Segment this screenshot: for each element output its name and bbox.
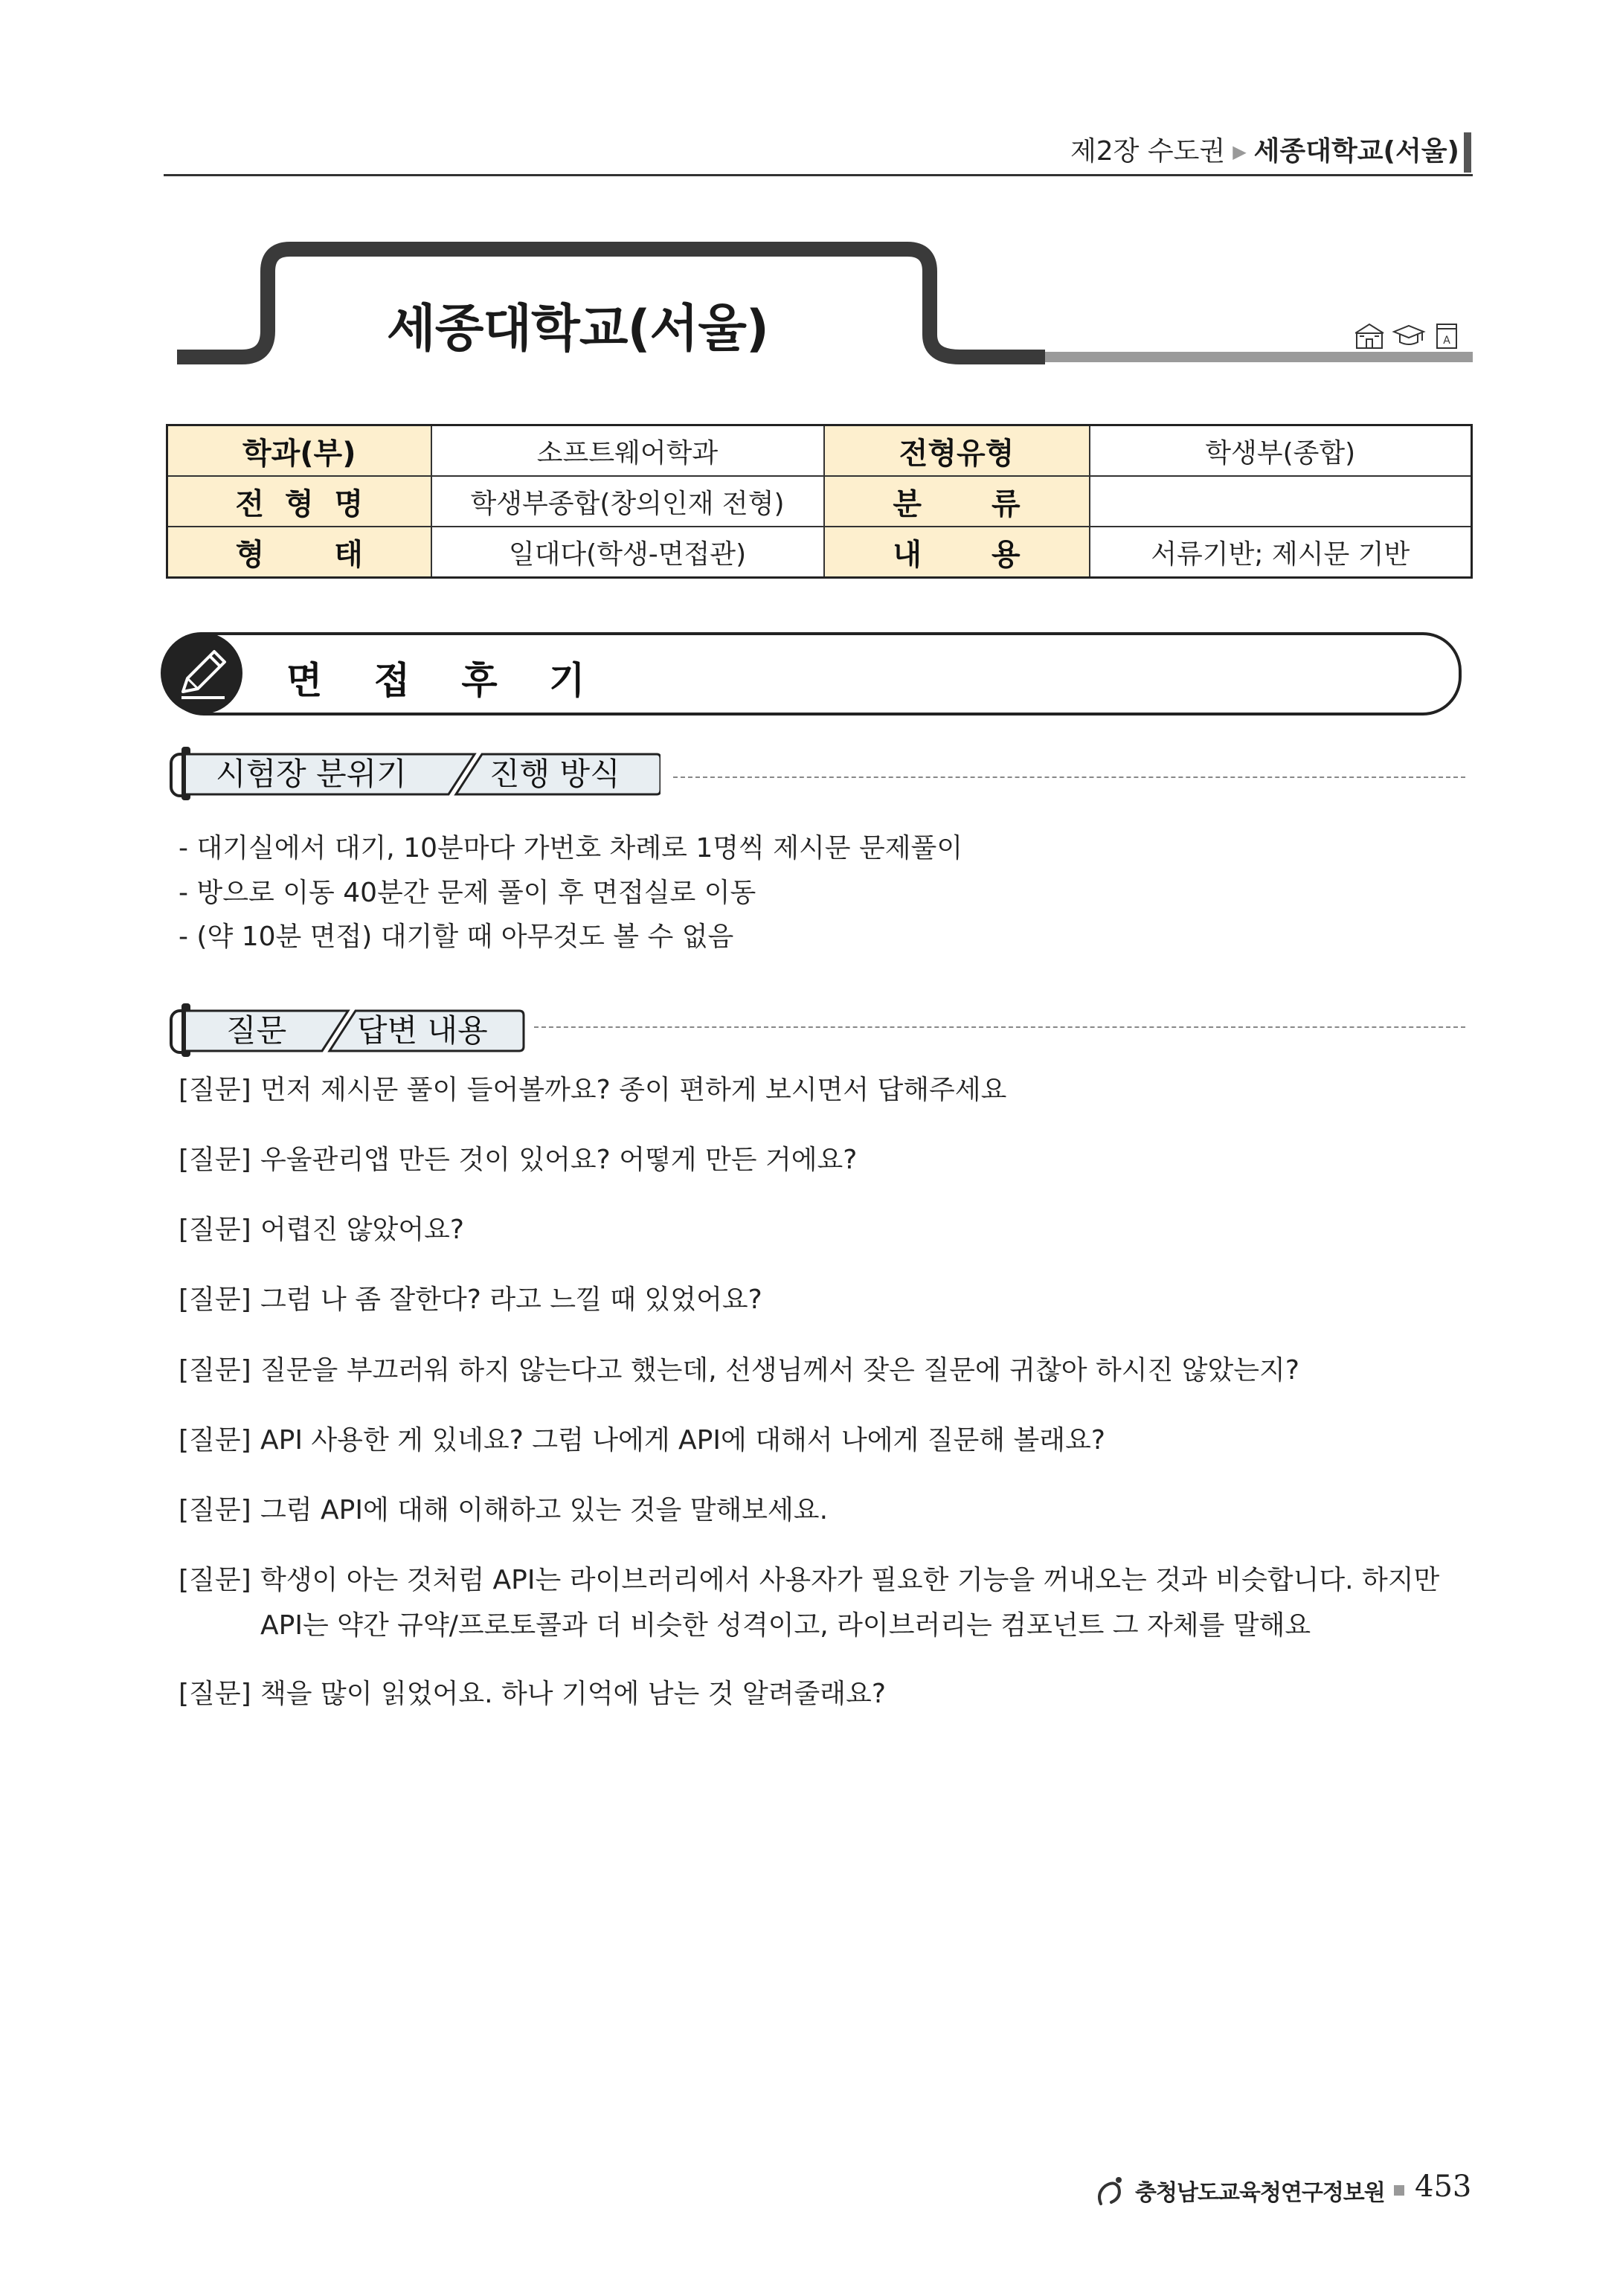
- school-building-icon: [1355, 324, 1383, 348]
- question-tag: [질문]: [179, 1679, 251, 1709]
- info-table: [166, 424, 1473, 579]
- page-title: 세종대학교(서울): [387, 300, 768, 358]
- document-a-icon: [1437, 324, 1456, 348]
- table-header-cell: 분 류: [824, 476, 1090, 527]
- question-text: 학생이 아는 것처럼 API는 라이브러리에서 사용자가 필요한 기능을 꺼내오는 것과 비슷합니다. 하지만: [260, 1565, 1440, 1595]
- pencil-badge: [161, 632, 242, 714]
- question-continuation: API는 약간 규약/프로토콜과 더 비슷한 성격이고, 라이브러리는 컴포넌트 그 자체를 말해요: [260, 1610, 1311, 1641]
- list-item: - (약 10분 면접) 대기할 때 아무것도 볼 수 없음: [179, 922, 734, 952]
- question-item: [179, 1137, 1488, 1183]
- section-divider: [673, 776, 1465, 778]
- question-tag: [질문]: [179, 1145, 251, 1175]
- question-item: [179, 1418, 1488, 1464]
- header-side-bar: [1464, 132, 1471, 173]
- table-cell: 소프트웨어학과: [431, 425, 824, 477]
- table-header-cell: 학과(부): [167, 425, 431, 477]
- title-frame: [171, 238, 1480, 372]
- question-text: 우울관리앱 만든 것이 있어요? 어떻게 만든 거에요?: [260, 1145, 858, 1175]
- question-tag: [질문]: [179, 1215, 251, 1245]
- question-tag: [질문]: [179, 1284, 251, 1315]
- footer-separator: [1394, 2185, 1404, 2196]
- section-divider: [534, 1026, 1465, 1028]
- question-text: 그럼 나 좀 잘한다? 라고 느낄 때 있었어요?: [260, 1284, 762, 1315]
- tab-label-question: 질문: [226, 1012, 287, 1049]
- table-row: [167, 425, 1472, 477]
- graduation-cap-icon: [1394, 326, 1424, 344]
- tab-label-atmosphere: 시험장 분위기: [216, 756, 407, 792]
- question-tag: [질문]: [179, 1495, 251, 1525]
- tab-label-process: 진행 방식: [489, 756, 620, 792]
- question-tag: [질문]: [179, 1425, 251, 1456]
- table-cell: 학생부종합(창의인재 전형): [431, 476, 824, 527]
- table-cell: 학생부(종합): [1090, 425, 1472, 477]
- table-header-cell: 전형유형: [824, 425, 1090, 477]
- page-number: 453: [1415, 2170, 1472, 2204]
- question-item: [179, 1557, 1488, 1604]
- section-tab-questions: [170, 1000, 527, 1057]
- table-header-cell: 전 형 명: [167, 476, 431, 527]
- list-item: - 방으로 이동 40분간 문제 풀이 후 면접실로 이동: [179, 878, 756, 908]
- table-header-cell: 형 태: [167, 527, 431, 578]
- question-item: [179, 1671, 1488, 1717]
- question-tag: [질문]: [179, 1075, 251, 1105]
- table-cell: 일대다(학생-면접관): [431, 527, 824, 578]
- question-item: [179, 1067, 1488, 1113]
- running-header: [164, 132, 1473, 176]
- header-school-label: 세종대학교(서울): [1253, 136, 1459, 167]
- question-tag: [질문]: [179, 1565, 251, 1595]
- question-tag: [질문]: [179, 1355, 251, 1386]
- question-text: 어렵진 않았어요?: [260, 1215, 464, 1245]
- tab-label-answer: 답변 내용: [357, 1012, 488, 1049]
- review-heading: 면 접 후 기: [286, 659, 605, 702]
- title-icons: [1355, 320, 1467, 351]
- table-row: [167, 476, 1472, 527]
- institute-logo-icon: [1093, 2173, 1131, 2210]
- triangle-arrow-icon: ▶: [1232, 141, 1247, 162]
- table-cell: 서류기반; 제시문 기반: [1090, 527, 1472, 578]
- question-item: [179, 1488, 1488, 1534]
- table-header-cell: 내 용: [824, 527, 1090, 578]
- question-text: 책을 많이 읽었어요. 하나 기억에 남는 것 알려줄래요?: [260, 1679, 886, 1709]
- footer-org-name: 충청남도교육청연구정보원: [1135, 2180, 1385, 2206]
- question-text: 먼저 제시문 풀이 들어볼까요? 종이 편하게 보시면서 답해주세요: [260, 1075, 1007, 1105]
- question-item: [179, 1207, 1488, 1253]
- table-row: [167, 527, 1472, 578]
- svg-text:A: A: [1443, 335, 1450, 347]
- question-item: [179, 1277, 1488, 1323]
- section-tab-atmosphere: [170, 744, 661, 800]
- question-text: API 사용한 게 있네요? 그럼 나에게 API에 대해서 나에게 질문해 볼래요?: [260, 1425, 1105, 1456]
- pencil-icon: [161, 632, 242, 714]
- table-cell: [1090, 476, 1472, 527]
- question-text: 그럼 API에 대해 이해하고 있는 것을 말해보세요.: [260, 1495, 829, 1525]
- question-item: [179, 1348, 1488, 1394]
- list-item: - 대기실에서 대기, 10분마다 가번호 차례로 1명씩 제시문 문제풀이: [179, 833, 963, 864]
- question-text: 질문을 부끄러워 하지 않는다고 했는데, 선생님께서 잦은 질문에 귀찮아 하시진 않았는지?: [260, 1355, 1299, 1386]
- chapter-label: 제2장 수도권: [1070, 136, 1226, 167]
